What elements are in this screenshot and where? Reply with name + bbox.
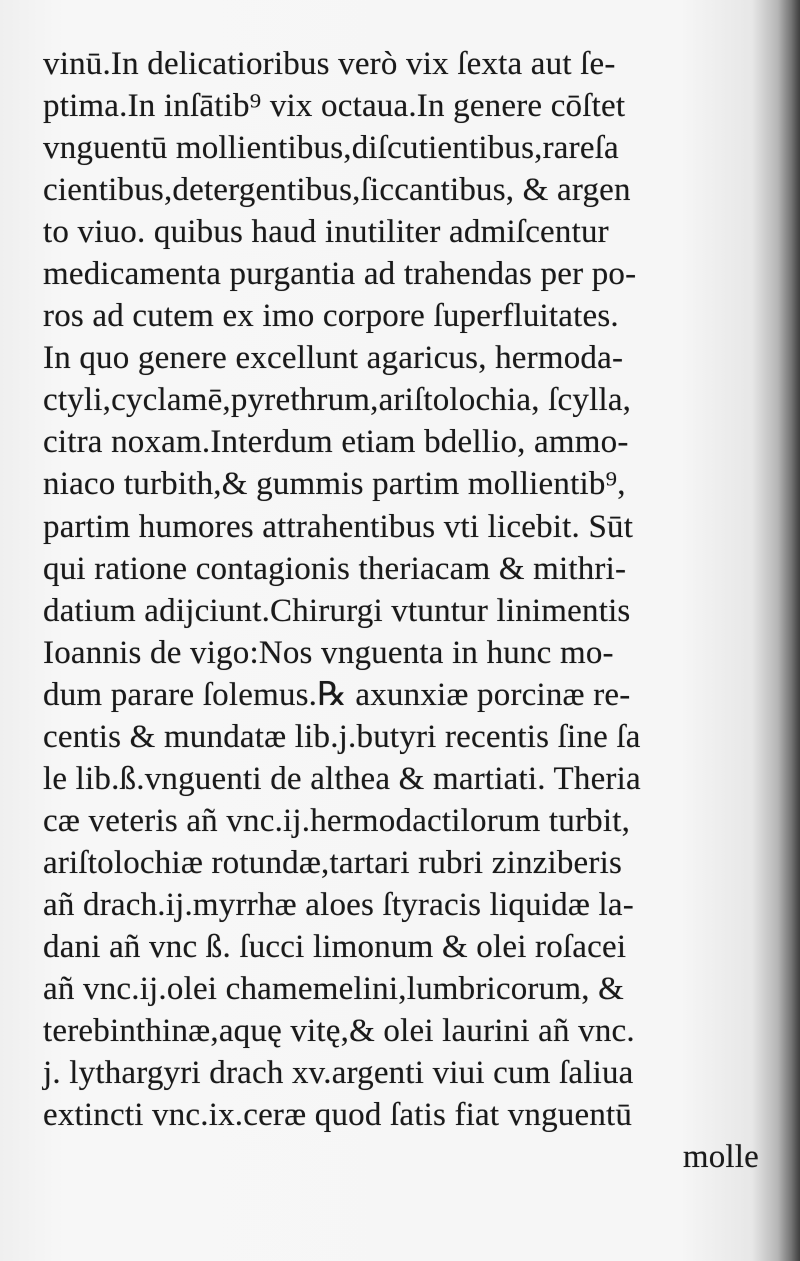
text-line: niaco turbith,& gummis partim mollientib⁹, [43, 466, 626, 503]
text-line: medicamenta purgantia ad trahendas per po- [43, 256, 637, 293]
text-line: añ drach.ij.myrrhæ aloes ſtyracis liquidæ la- [43, 886, 634, 923]
latin-text-block [43, 43, 763, 1178]
text-line: extincti vnc.ix.ceræ quod ſatis fiat vnguentū [43, 1097, 633, 1134]
text-line: Ioannis de vigo:Nos vnguenta in hunc mo- [43, 634, 614, 671]
text-line: to viuo. quibus haud inutiliter admiſcentur [43, 214, 609, 251]
text-line: vinū.In delicatioribus verò vix ſexta aut ſe- [43, 46, 616, 82]
text-line: terebinthinæ,aquę vitę,& olei laurini añ vnc. [43, 1013, 635, 1050]
text-line: ctyli,cyclamē,pyrethrum,ariſtolochia, ſcylla, [43, 382, 632, 419]
text-line: cientibus,detergentibus,ſiccantibus, & argen [43, 172, 631, 209]
text-line: In quo genere excellunt agaricus, hermoda- [43, 340, 624, 377]
text-line: datium adijciunt.Chirurgi vtuntur linimentis [43, 592, 631, 629]
text-line: ariſtolochiæ rotundæ,tartari rubri zinziberis [43, 844, 623, 881]
page-gutter-shadow [778, 0, 800, 1261]
text-line: qui ratione contagionis theriacam & mithri- [43, 550, 627, 587]
text-line: citra noxam.Interdum etiam bdellio, ammo- [43, 424, 629, 461]
text-line: vnguentū mollientibus,diſcutientibus,rareſa [43, 130, 619, 167]
text-line: dum parare ſolemus.℞ axunxiæ porcinæ re- [43, 676, 631, 713]
text-line: cæ veteris añ vnc.ij.hermodactilorum turbit, [43, 802, 631, 839]
text-line: partim humores attrahentibus vti licebit. Sūt [43, 508, 634, 545]
text-line: añ vnc.ij.olei chamemelini,lumbricorum, & [43, 971, 624, 1008]
catchword: molle [682, 1139, 759, 1176]
text-line: dani añ vnc ß. ſucci limonum & olei roſacei [43, 928, 627, 965]
text-line: ros ad cutem ex imo corpore ſuperfluitates. [43, 298, 619, 335]
text-line: centis & mundatæ lib.j.butyri recentis ſine ſa [43, 718, 641, 755]
text-line: ptima.In inſātib⁹ vix octaua.In genere cōſtet [43, 88, 626, 125]
text-line: le lib.ß.vnguenti de althea & martiati. Theria [43, 760, 641, 797]
text-line: j. lythargyri drach xv.argenti viui cum ſaliua [43, 1055, 634, 1092]
